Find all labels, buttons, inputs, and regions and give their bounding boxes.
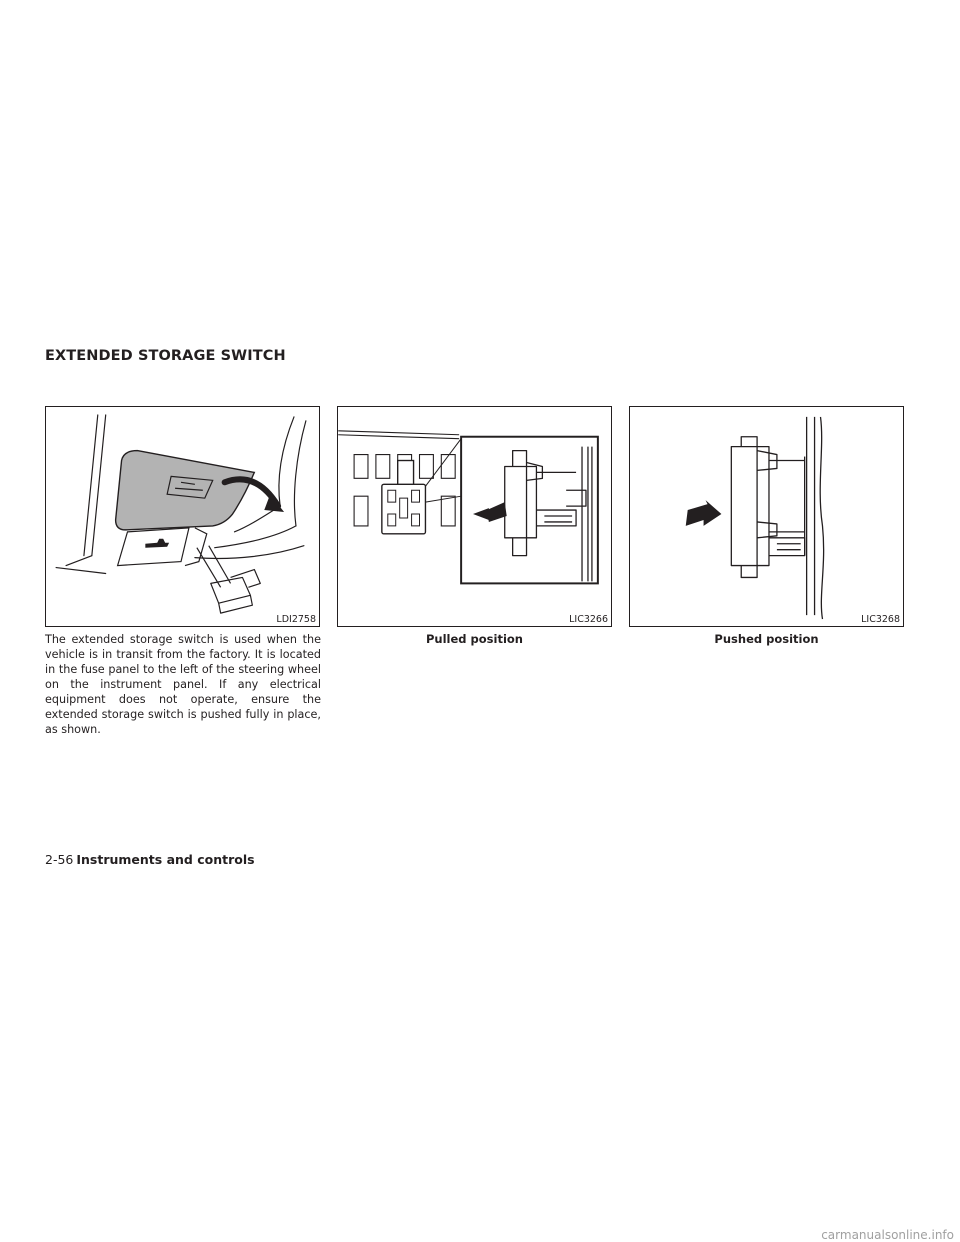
figure-pulled-position — [337, 406, 612, 627]
figure-fuse-panel-location — [45, 406, 320, 627]
figure-code: LIC3266 — [569, 614, 608, 625]
section-title: EXTENDED STORAGE SWITCH — [45, 348, 286, 364]
pushed-switch-illustration — [630, 407, 903, 626]
fuse-panel-cover — [116, 451, 255, 530]
body-paragraph: The extended storage switch is used when the vehicle is in transit from the factory. It is located in the fuse panel to the left of the steering wheel on the instrument panel. If any electrical equipment does not operate, ensure the extended storage switch is pushed fully in place, as shown. — [45, 633, 321, 736]
footer-section-name: Instruments and controls — [76, 852, 255, 867]
car-icon — [145, 539, 169, 548]
push-arrow-icon — [686, 500, 722, 526]
page-number: 2-56 — [45, 852, 74, 867]
fuse-panel-illustration — [46, 407, 319, 626]
figure-pushed-position — [629, 406, 904, 627]
zoom-inset — [461, 437, 598, 584]
figure-caption-pushed: Pushed position — [714, 632, 819, 646]
figure-caption-pulled: Pulled position — [426, 632, 523, 646]
figure-code: LIC3268 — [861, 614, 900, 625]
figure-code: LDI2758 — [276, 614, 316, 625]
page-footer — [45, 852, 255, 867]
watermark-link[interactable]: carmanualsonline.info — [821, 1228, 954, 1242]
pulled-switch-illustration — [338, 407, 611, 626]
